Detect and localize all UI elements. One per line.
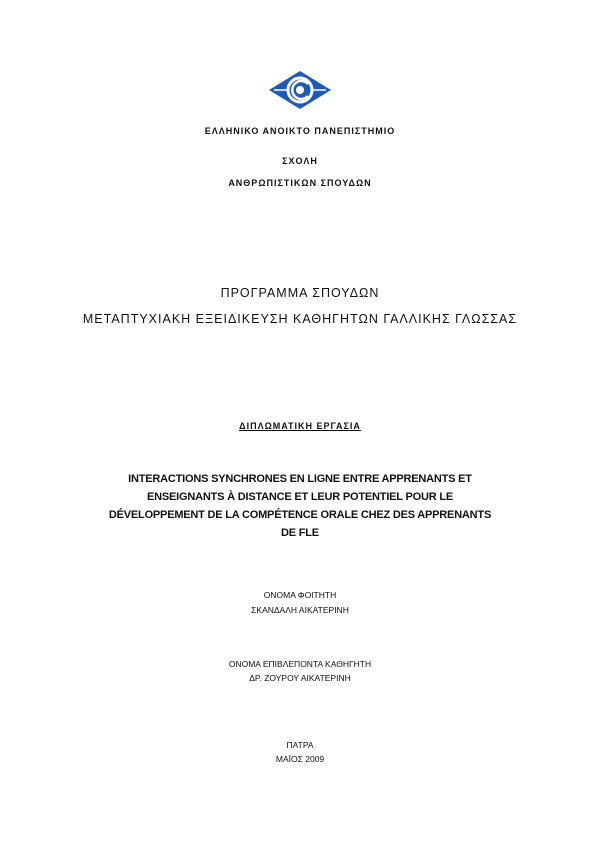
supervisor-name: ΔΡ. ΖΟΥΡΟΥ ΑΙΚΑΤΕΡΙΝΗ <box>249 673 351 683</box>
date: ΜΑΪΟΣ 2009 <box>275 754 325 764</box>
supervisor-label: ΟΝΟΜΑ ΕΠΙΒΛΕΠΟΝΤΑ ΚΑΘΗΓΗΤΗ <box>228 659 372 669</box>
thesis-label <box>0 421 600 431</box>
student-label: ΟΝΟΜΑ ΦΟΙΤΗΤΗ <box>263 590 337 600</box>
student-name: ΣΚΑΝΔΑΛΗ ΑΙΚΑΤΕΡΙΝΗ <box>251 605 349 615</box>
thesis-title-line: ENSEIGNANTS À DISTANCE ET LEUR POTENTIEL POUR LE <box>147 491 453 503</box>
thesis-title-line: INTERACTIONS SYNCHRONES EN LIGNE ENTRE APPRENANTS ET <box>128 473 472 485</box>
faculty-name: ΑΝΘΡΩΠΙΣΤΙΚΩΝ ΣΠΟΥΔΩΝ <box>228 178 372 188</box>
university-logo-icon <box>268 70 332 110</box>
program-specialization: ΜΕΤΑΠΤΥΧΙΑΚΗ ΕΞΕΙΔΙΚΕΥΣΗ ΚΑΘΗΓΗΤΩΝ ΓΑΛΛΙΚΗΣ ΓΛΩΣΣΑΣ <box>82 312 518 326</box>
university-name: ΕΛΛΗΝΙΚΟ ΑΝΟΙΚΤΟ ΠΑΝΕΠΙΣΤΗΜΙΟ <box>204 126 396 136</box>
thesis-title <box>0 470 600 542</box>
program-title: ΠΡΟΓΡΑΜΜΑ ΣΠΟΥΔΩΝ <box>220 286 380 300</box>
city: ΠΑΤΡΑ <box>286 740 314 750</box>
thesis-label-text: ΔΙΠΛΩΜΑΤΙΚΗ ΕΡΓΑΣΙΑ <box>239 421 361 431</box>
thesis-title-line: DE FLE <box>281 527 319 539</box>
thesis-title-line: DÉVELOPPEMENT DE LA COMPÉTENCE ORALE CHEZ DES APPRENANTS <box>108 509 492 521</box>
logo-center <box>296 86 304 94</box>
school-label: ΣΧΟΛΗ <box>282 156 318 166</box>
